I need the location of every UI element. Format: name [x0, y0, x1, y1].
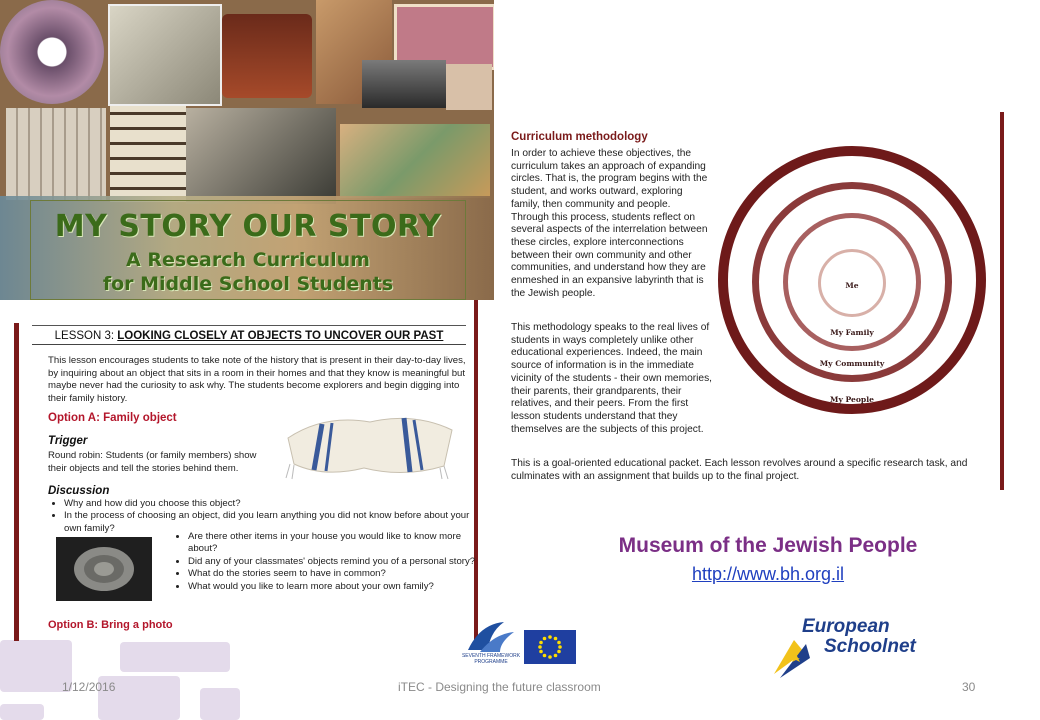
- photo-boardgame: [340, 124, 490, 198]
- decor-block-4: [0, 704, 44, 720]
- eu-flag-logo: [524, 630, 576, 664]
- eun-text-2: Schoolnet: [824, 636, 916, 657]
- question-item: • Did any of your classmates' objects remind you of a personal story?: [188, 556, 480, 568]
- more-questions-list: [174, 531, 480, 593]
- collage-subtitle-1: A Research Curriculum: [126, 249, 370, 271]
- photo-bride: [446, 64, 492, 110]
- discussion-item: • In the process of choosing an object, did you learn anything you did not know before about your own family?: [64, 510, 474, 535]
- trigger-heading: Trigger: [48, 435, 88, 447]
- photo-family: [362, 60, 446, 108]
- curriculum-para-2: This methodology speaks to the real lives of students in ways completely unlike other educational experiences. Indeed, the main source of information is in the immediate vicinity of the students - their own memories, their parents, their grandparents, their relatives, and their peers. From the first lesson students understand that they themselves are the subjects of this project.: [511, 322, 712, 435]
- lesson-number: LESSON 3:: [54, 330, 118, 342]
- decor-block-5: [200, 688, 240, 720]
- photo-suitcase: [222, 14, 312, 98]
- circle-label-community: My Community: [819, 359, 885, 368]
- european-schoolnet-logo: [770, 612, 930, 682]
- photo-cd: [0, 0, 104, 104]
- lesson-title: [32, 330, 466, 345]
- collage-image: [0, 0, 494, 300]
- footer-title: iTEC - Designing the future classroom: [398, 680, 601, 694]
- lesson-top-rule: [32, 325, 466, 326]
- decor-block-2: [120, 642, 230, 672]
- circle-label-people: My People: [830, 395, 874, 404]
- photo-wedding: [186, 108, 336, 204]
- question-item: • Are there other items in your house you would like to know more about?: [188, 531, 480, 556]
- collage-title-box: [30, 200, 466, 300]
- discussion-item: • Why and how did you choose this object?: [64, 498, 474, 510]
- photo-tallit: [110, 106, 186, 202]
- photo-sailors: [108, 4, 222, 106]
- question-item: • What would you like to learn more about your own family?: [188, 581, 480, 593]
- lesson-left-rule: [14, 323, 19, 641]
- collage-subtitle-2: for Middle School Students: [102, 273, 394, 295]
- tallit-image: [284, 408, 456, 480]
- option-b-heading: Option B: Bring a photo: [48, 619, 173, 631]
- question-item: • What do the stories seem to have in common?: [188, 568, 480, 580]
- photo-stamps: [6, 108, 106, 200]
- circle-label-me: Me: [845, 281, 859, 290]
- museum-name: Museum of the Jewish People: [618, 534, 918, 557]
- museum-link[interactable]: http://www.bh.org.il: [691, 564, 845, 584]
- discussion-list: [50, 498, 474, 535]
- option-a-heading: Option A: Family object: [48, 412, 177, 424]
- collage-title: MY STORY OUR STORY: [54, 209, 442, 244]
- discussion-heading: Discussion: [48, 485, 110, 497]
- footer-page-number: 30: [962, 680, 976, 694]
- curriculum-para-3: This is a goal-oriented educational packet. Each lesson revolves around a specific research task, and culminates with an assignment that builds up to the final project.: [511, 458, 968, 482]
- lesson-intro: This lesson encourages students to take note of the history that is present in their day-to-day lives, by inquiring about an object that sits in a room in their homes and that they know is meaningful but maybe never had the curiosity to ask why. The students become explorers and begin digging into their family history.: [48, 355, 466, 404]
- lesson-title-text: LOOKING CLOSELY AT OBJECTS TO UNCOVER OUR PAST: [117, 330, 444, 342]
- plate-image: [56, 537, 152, 601]
- fp7-text: SEVENTH FRAMEWORK PROGRAMME: [461, 653, 521, 665]
- footer-date: 1/12/2016: [62, 680, 116, 694]
- eun-text-1: European: [802, 616, 890, 637]
- curriculum-right-rule: [1000, 112, 1004, 490]
- circle-label-family: My Family: [830, 328, 874, 337]
- curriculum-heading: Curriculum methodology: [511, 131, 648, 143]
- trigger-text: Round robin: Students (or family members) show their objects and tell the stories behind them.: [48, 450, 257, 474]
- fp7-logo: [460, 620, 522, 666]
- curriculum-para-1: In order to achieve these objectives, the curriculum takes an approach of expanding circles. That is, the program begins with the student, and works outward, exploring family, then community and people. Through this process, students reflect on several aspects of the interrelation between these circles, explore interconnections between their own community and other communities, and understand how they are enmeshed in an expansive labyrinth that is the Jewish people.: [511, 148, 708, 299]
